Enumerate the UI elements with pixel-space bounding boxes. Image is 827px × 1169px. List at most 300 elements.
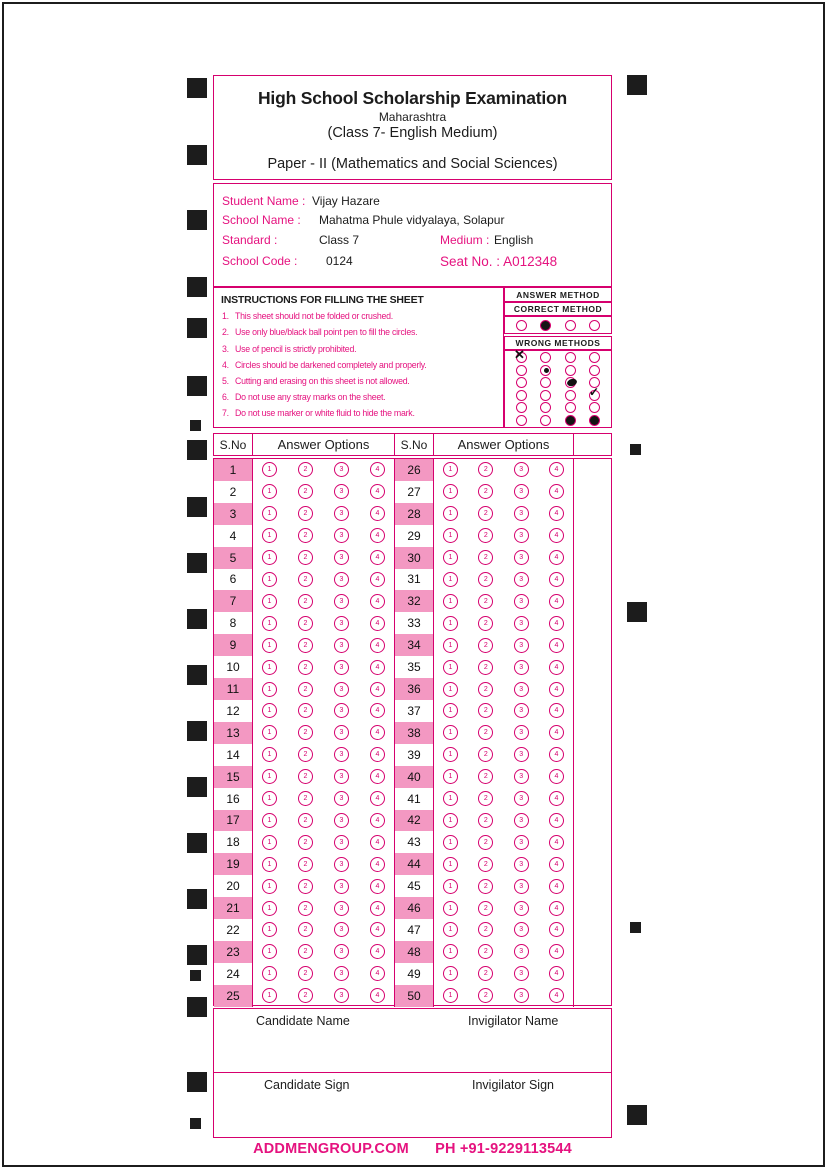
q42-option-2-bubble[interactable]: 2 xyxy=(478,813,493,828)
state-subtitle: Maharashtra xyxy=(378,110,447,124)
instruction-item: 4. Circles should be darkened completely and properly. xyxy=(222,359,427,370)
options-cell xyxy=(434,831,574,853)
q50-option-2-bubble[interactable]: 2 xyxy=(478,988,493,1003)
registration-marker xyxy=(187,997,207,1017)
q1-option-2-bubble[interactable]: 2 xyxy=(298,462,313,477)
options-cell xyxy=(434,525,574,547)
options-cell xyxy=(434,612,574,634)
example-bubble-empty xyxy=(540,415,551,426)
q50-option-4-bubble[interactable]: 4 xyxy=(549,988,564,1003)
q4-option-2-bubble[interactable]: 2 xyxy=(298,528,313,543)
q48-option-1-bubble[interactable]: 1 xyxy=(443,944,458,959)
q40-option-2-bubble[interactable]: 2 xyxy=(478,769,493,784)
q24-option-3-bubble[interactable]: 3 xyxy=(334,966,349,981)
q47-option-2-bubble[interactable]: 2 xyxy=(478,922,493,937)
example-bubble-empty xyxy=(589,365,600,376)
question-number: 14 xyxy=(214,744,253,766)
q48-option-4-bubble[interactable]: 4 xyxy=(549,944,564,959)
q28-option-4-bubble[interactable]: 4 xyxy=(549,506,564,521)
q14-option-2-bubble[interactable]: 2 xyxy=(298,747,313,762)
spare-cell xyxy=(574,985,613,1007)
q18-option-1-bubble[interactable]: 1 xyxy=(262,835,277,850)
q50-option-1-bubble[interactable]: 1 xyxy=(443,988,458,1003)
q30-option-4-bubble[interactable]: 4 xyxy=(549,550,564,565)
question-number: 28 xyxy=(395,503,434,525)
q41-option-1-bubble[interactable]: 1 xyxy=(443,791,458,806)
answer-method-title: ANSWER METHOD xyxy=(516,290,600,300)
q34-option-3-bubble[interactable]: 3 xyxy=(514,638,529,653)
q35-option-4-bubble[interactable]: 4 xyxy=(549,660,564,675)
q38-option-2-bubble[interactable]: 2 xyxy=(478,725,493,740)
q9-option-2-bubble[interactable]: 2 xyxy=(298,638,313,653)
instruction-item: 3. Use of pencil is strictly prohibited. xyxy=(222,343,357,354)
q7-option-4-bubble[interactable]: 4 xyxy=(370,594,385,609)
q4-option-4-bubble[interactable]: 4 xyxy=(370,528,385,543)
q33-option-4-bubble[interactable]: 4 xyxy=(549,616,564,631)
q11-option-3-bubble[interactable]: 3 xyxy=(334,682,349,697)
q12-option-4-bubble[interactable]: 4 xyxy=(370,703,385,718)
spare-cell xyxy=(574,569,613,591)
q26-option-4-bubble[interactable]: 4 xyxy=(549,462,564,477)
question-number: 49 xyxy=(395,963,434,985)
q20-option-3-bubble[interactable]: 3 xyxy=(334,879,349,894)
q10-option-3-bubble[interactable]: 3 xyxy=(334,660,349,675)
medium-label: Medium : xyxy=(440,233,490,247)
q6-option-2-bubble[interactable]: 2 xyxy=(298,572,313,587)
example-bubble-empty xyxy=(516,390,527,401)
q21-option-2-bubble[interactable]: 2 xyxy=(298,901,313,916)
q47-option-1-bubble[interactable]: 1 xyxy=(443,922,458,937)
wrong-method-row xyxy=(505,347,611,363)
q9-option-3-bubble[interactable]: 3 xyxy=(334,638,349,653)
q47-option-4-bubble[interactable]: 4 xyxy=(549,922,564,937)
standard-value: Class 7 xyxy=(319,233,360,247)
q22-option-2-bubble[interactable]: 2 xyxy=(298,922,313,937)
question-number: 25 xyxy=(214,985,253,1007)
q19-option-2-bubble[interactable]: 2 xyxy=(298,857,313,872)
q25-option-2-bubble[interactable]: 2 xyxy=(298,988,313,1003)
q31-option-3-bubble[interactable]: 3 xyxy=(514,572,529,587)
q44-option-3-bubble[interactable]: 3 xyxy=(514,857,529,872)
q13-option-1-bubble[interactable]: 1 xyxy=(262,725,277,740)
q40-option-1-bubble[interactable]: 1 xyxy=(443,769,458,784)
q25-option-4-bubble[interactable]: 4 xyxy=(370,988,385,1003)
answer-row xyxy=(214,985,611,1007)
example-bubble-empty xyxy=(565,390,576,401)
q43-option-2-bubble[interactable]: 2 xyxy=(478,835,493,850)
q43-option-3-bubble[interactable]: 3 xyxy=(514,835,529,850)
q42-option-1-bubble[interactable]: 1 xyxy=(443,813,458,828)
q32-option-4-bubble[interactable]: 4 xyxy=(549,594,564,609)
options-cell xyxy=(253,569,395,591)
q33-option-1-bubble[interactable]: 1 xyxy=(443,616,458,631)
q15-option-4-bubble[interactable]: 4 xyxy=(370,769,385,784)
q30-option-3-bubble[interactable]: 3 xyxy=(514,550,529,565)
q32-option-2-bubble[interactable]: 2 xyxy=(478,594,493,609)
registration-marker xyxy=(630,922,641,933)
q12-option-1-bubble[interactable]: 1 xyxy=(262,703,277,718)
registration-marker xyxy=(187,1072,207,1092)
q39-option-4-bubble[interactable]: 4 xyxy=(549,747,564,762)
q24-option-1-bubble[interactable]: 1 xyxy=(262,966,277,981)
options-cell xyxy=(434,503,574,525)
q23-option-3-bubble[interactable]: 3 xyxy=(334,944,349,959)
options-cell xyxy=(434,590,574,612)
q28-option-1-bubble[interactable]: 1 xyxy=(443,506,458,521)
instruction-item: 1. This sheet should not be folded or crushed. xyxy=(222,311,393,322)
q11-option-1-bubble[interactable]: 1 xyxy=(262,682,277,697)
q16-option-4-bubble[interactable]: 4 xyxy=(370,791,385,806)
q44-option-1-bubble[interactable]: 1 xyxy=(443,857,458,872)
q7-option-1-bubble[interactable]: 1 xyxy=(262,594,277,609)
q6-option-3-bubble[interactable]: 3 xyxy=(334,572,349,587)
example-bubble-filled xyxy=(540,320,551,331)
q38-option-4-bubble[interactable]: 4 xyxy=(549,725,564,740)
q32-option-1-bubble[interactable]: 1 xyxy=(443,594,458,609)
q2-option-1-bubble[interactable]: 1 xyxy=(262,484,277,499)
q23-option-1-bubble[interactable]: 1 xyxy=(262,944,277,959)
q9-option-1-bubble[interactable]: 1 xyxy=(262,638,277,653)
q20-option-4-bubble[interactable]: 4 xyxy=(370,879,385,894)
question-number: 9 xyxy=(214,634,253,656)
q8-option-2-bubble[interactable]: 2 xyxy=(298,616,313,631)
q29-option-4-bubble[interactable]: 4 xyxy=(549,528,564,543)
q6-option-1-bubble[interactable]: 1 xyxy=(262,572,277,587)
q9-option-4-bubble[interactable]: 4 xyxy=(370,638,385,653)
q38-option-1-bubble[interactable]: 1 xyxy=(443,725,458,740)
q21-option-3-bubble[interactable]: 3 xyxy=(334,901,349,916)
q20-option-1-bubble[interactable]: 1 xyxy=(262,879,277,894)
q43-option-1-bubble[interactable]: 1 xyxy=(443,835,458,850)
q12-option-2-bubble[interactable]: 2 xyxy=(298,703,313,718)
q18-option-3-bubble[interactable]: 3 xyxy=(334,835,349,850)
q37-option-3-bubble[interactable]: 3 xyxy=(514,703,529,718)
q31-option-2-bubble[interactable]: 2 xyxy=(478,572,493,587)
correct-method-header xyxy=(504,302,612,316)
wrong-methods-examples xyxy=(504,347,612,428)
registration-marker xyxy=(627,1105,647,1125)
q5-option-1-bubble[interactable]: 1 xyxy=(262,550,277,565)
options-cell xyxy=(253,503,395,525)
q45-option-4-bubble[interactable]: 4 xyxy=(549,879,564,894)
q10-option-1-bubble[interactable]: 1 xyxy=(262,660,277,675)
q11-option-4-bubble[interactable]: 4 xyxy=(370,682,385,697)
q19-option-1-bubble[interactable]: 1 xyxy=(262,857,277,872)
q34-option-4-bubble[interactable]: 4 xyxy=(549,638,564,653)
q1-option-3-bubble[interactable]: 3 xyxy=(334,462,349,477)
q33-option-3-bubble[interactable]: 3 xyxy=(514,616,529,631)
question-number: 18 xyxy=(214,831,253,853)
q30-option-1-bubble[interactable]: 1 xyxy=(443,550,458,565)
question-number: 41 xyxy=(395,788,434,810)
q40-option-4-bubble[interactable]: 4 xyxy=(549,769,564,784)
example-bubble-empty xyxy=(516,402,527,413)
q31-option-4-bubble[interactable]: 4 xyxy=(549,572,564,587)
q37-option-2-bubble[interactable]: 2 xyxy=(478,703,493,718)
answer-method-header xyxy=(504,287,612,302)
options-cell xyxy=(253,656,395,678)
q7-option-2-bubble[interactable]: 2 xyxy=(298,594,313,609)
spare-cell xyxy=(574,547,613,569)
q1-option-1-bubble[interactable]: 1 xyxy=(262,462,277,477)
q29-option-2-bubble[interactable]: 2 xyxy=(478,528,493,543)
q37-option-1-bubble[interactable]: 1 xyxy=(443,703,458,718)
q15-option-3-bubble[interactable]: 3 xyxy=(334,769,349,784)
spare-cell xyxy=(574,700,613,722)
spare-cell xyxy=(574,810,613,832)
q29-option-1-bubble[interactable]: 1 xyxy=(443,528,458,543)
q15-option-2-bubble[interactable]: 2 xyxy=(298,769,313,784)
spare-column-header xyxy=(574,434,613,455)
q50-option-3-bubble[interactable]: 3 xyxy=(514,988,529,1003)
q22-option-3-bubble[interactable]: 3 xyxy=(334,922,349,937)
options-cell xyxy=(434,897,574,919)
q3-option-4-bubble[interactable]: 4 xyxy=(370,506,385,521)
q35-option-1-bubble[interactable]: 1 xyxy=(443,660,458,675)
q47-option-3-bubble[interactable]: 3 xyxy=(514,922,529,937)
q23-option-2-bubble[interactable]: 2 xyxy=(298,944,313,959)
instruction-item: 2. Use only blue/black ball point pen to fill the circles. xyxy=(222,327,418,338)
q3-option-1-bubble[interactable]: 1 xyxy=(262,506,277,521)
signatures-box xyxy=(213,1072,612,1138)
answer-row xyxy=(214,919,611,941)
q3-option-2-bubble[interactable]: 2 xyxy=(298,506,313,521)
q25-option-1-bubble[interactable]: 1 xyxy=(262,988,277,1003)
q19-option-3-bubble[interactable]: 3 xyxy=(334,857,349,872)
question-number: 21 xyxy=(214,897,253,919)
q17-option-4-bubble[interactable]: 4 xyxy=(370,813,385,828)
q48-option-3-bubble[interactable]: 3 xyxy=(514,944,529,959)
q16-option-2-bubble[interactable]: 2 xyxy=(298,791,313,806)
q42-option-3-bubble[interactable]: 3 xyxy=(514,813,529,828)
q26-option-2-bubble[interactable]: 2 xyxy=(478,462,493,477)
q8-option-1-bubble[interactable]: 1 xyxy=(262,616,277,631)
q22-option-1-bubble[interactable]: 1 xyxy=(262,922,277,937)
q26-option-1-bubble[interactable]: 1 xyxy=(443,462,458,477)
q4-option-1-bubble[interactable]: 1 xyxy=(262,528,277,543)
q23-option-4-bubble[interactable]: 4 xyxy=(370,944,385,959)
answer-row xyxy=(214,766,611,788)
answer-row xyxy=(214,875,611,897)
example-bubble-scribble xyxy=(565,377,576,388)
invigilator-sign-label: Invigilator Sign xyxy=(472,1078,554,1092)
q49-option-2-bubble[interactable]: 2 xyxy=(478,966,493,981)
q36-option-4-bubble[interactable]: 4 xyxy=(549,682,564,697)
registration-marker xyxy=(187,609,207,629)
q14-option-3-bubble[interactable]: 3 xyxy=(334,747,349,762)
q43-option-4-bubble[interactable]: 4 xyxy=(549,835,564,850)
q24-option-4-bubble[interactable]: 4 xyxy=(370,966,385,981)
q49-option-1-bubble[interactable]: 1 xyxy=(443,966,458,981)
q41-option-4-bubble[interactable]: 4 xyxy=(549,791,564,806)
answer-row xyxy=(214,788,611,810)
q39-option-3-bubble[interactable]: 3 xyxy=(514,747,529,762)
options-cell xyxy=(434,875,574,897)
question-number: 39 xyxy=(395,744,434,766)
q45-option-1-bubble[interactable]: 1 xyxy=(443,879,458,894)
registration-marker xyxy=(190,1118,201,1129)
options-cell xyxy=(253,985,395,1007)
q19-option-4-bubble[interactable]: 4 xyxy=(370,857,385,872)
q37-option-4-bubble[interactable]: 4 xyxy=(549,703,564,718)
q3-option-3-bubble[interactable]: 3 xyxy=(334,506,349,521)
q5-option-4-bubble[interactable]: 4 xyxy=(370,550,385,565)
q28-option-2-bubble[interactable]: 2 xyxy=(478,506,493,521)
wrong-method-row xyxy=(505,415,611,426)
q46-option-3-bubble[interactable]: 3 xyxy=(514,901,529,916)
sno-header-right: S.No xyxy=(395,434,434,455)
q8-option-4-bubble[interactable]: 4 xyxy=(370,616,385,631)
q16-option-1-bubble[interactable]: 1 xyxy=(262,791,277,806)
q36-option-1-bubble[interactable]: 1 xyxy=(443,682,458,697)
question-number: 8 xyxy=(214,612,253,634)
q44-option-4-bubble[interactable]: 4 xyxy=(549,857,564,872)
q20-option-2-bubble[interactable]: 2 xyxy=(298,879,313,894)
q18-option-2-bubble[interactable]: 2 xyxy=(298,835,313,850)
example-bubble-empty xyxy=(589,320,600,331)
q28-option-3-bubble[interactable]: 3 xyxy=(514,506,529,521)
options-header-right: Answer Options xyxy=(434,434,574,455)
q49-option-4-bubble[interactable]: 4 xyxy=(549,966,564,981)
q2-option-3-bubble[interactable]: 3 xyxy=(334,484,349,499)
q40-option-3-bubble[interactable]: 3 xyxy=(514,769,529,784)
q27-option-1-bubble[interactable]: 1 xyxy=(443,484,458,499)
registration-marker xyxy=(187,277,207,297)
q30-option-2-bubble[interactable]: 2 xyxy=(478,550,493,565)
q15-option-1-bubble[interactable]: 1 xyxy=(262,769,277,784)
q34-option-1-bubble[interactable]: 1 xyxy=(443,638,458,653)
question-number: 3 xyxy=(214,503,253,525)
q39-option-1-bubble[interactable]: 1 xyxy=(443,747,458,762)
q6-option-4-bubble[interactable]: 4 xyxy=(370,572,385,587)
q29-option-3-bubble[interactable]: 3 xyxy=(514,528,529,543)
q17-option-1-bubble[interactable]: 1 xyxy=(262,813,277,828)
question-number: 48 xyxy=(395,941,434,963)
q2-option-2-bubble[interactable]: 2 xyxy=(298,484,313,499)
q35-option-2-bubble[interactable]: 2 xyxy=(478,660,493,675)
q13-option-2-bubble[interactable]: 2 xyxy=(298,725,313,740)
q27-option-2-bubble[interactable]: 2 xyxy=(478,484,493,499)
options-cell xyxy=(434,919,574,941)
q17-option-2-bubble[interactable]: 2 xyxy=(298,813,313,828)
q18-option-4-bubble[interactable]: 4 xyxy=(370,835,385,850)
q27-option-3-bubble[interactable]: 3 xyxy=(514,484,529,499)
registration-marker xyxy=(187,78,207,98)
q27-option-4-bubble[interactable]: 4 xyxy=(549,484,564,499)
q36-option-2-bubble[interactable]: 2 xyxy=(478,682,493,697)
q5-option-3-bubble[interactable]: 3 xyxy=(334,550,349,565)
question-number: 35 xyxy=(395,656,434,678)
wrong-method-row xyxy=(505,384,611,401)
options-cell xyxy=(253,744,395,766)
q5-option-2-bubble[interactable]: 2 xyxy=(298,550,313,565)
q12-option-3-bubble[interactable]: 3 xyxy=(334,703,349,718)
q44-option-2-bubble[interactable]: 2 xyxy=(478,857,493,872)
q41-option-2-bubble[interactable]: 2 xyxy=(478,791,493,806)
example-bubble-empty xyxy=(565,320,576,331)
registration-marker xyxy=(187,945,207,965)
q8-option-3-bubble[interactable]: 3 xyxy=(334,616,349,631)
question-number: 19 xyxy=(214,853,253,875)
q10-option-2-bubble[interactable]: 2 xyxy=(298,660,313,675)
q33-option-2-bubble[interactable]: 2 xyxy=(478,616,493,631)
options-cell xyxy=(253,634,395,656)
header xyxy=(213,75,612,180)
q4-option-3-bubble[interactable]: 3 xyxy=(334,528,349,543)
q46-option-1-bubble[interactable]: 1 xyxy=(443,901,458,916)
registration-marker xyxy=(187,145,207,165)
q34-option-2-bubble[interactable]: 2 xyxy=(478,638,493,653)
q45-option-3-bubble[interactable]: 3 xyxy=(514,879,529,894)
q35-option-3-bubble[interactable]: 3 xyxy=(514,660,529,675)
registration-marker xyxy=(187,210,207,230)
q14-option-1-bubble[interactable]: 1 xyxy=(262,747,277,762)
q39-option-2-bubble[interactable]: 2 xyxy=(478,747,493,762)
registration-marker xyxy=(627,602,647,622)
spare-cell xyxy=(574,678,613,700)
school-code-label: School Code : xyxy=(222,254,298,268)
options-cell xyxy=(253,678,395,700)
q46-option-4-bubble[interactable]: 4 xyxy=(549,901,564,916)
q22-option-4-bubble[interactable]: 4 xyxy=(370,922,385,937)
q7-option-3-bubble[interactable]: 3 xyxy=(334,594,349,609)
q41-option-3-bubble[interactable]: 3 xyxy=(514,791,529,806)
answer-row xyxy=(214,634,611,656)
q26-option-3-bubble[interactable]: 3 xyxy=(514,462,529,477)
q36-option-3-bubble[interactable]: 3 xyxy=(514,682,529,697)
registration-marker xyxy=(187,889,207,909)
question-number: 45 xyxy=(395,875,434,897)
q14-option-4-bubble[interactable]: 4 xyxy=(370,747,385,762)
q21-option-4-bubble[interactable]: 4 xyxy=(370,901,385,916)
q42-option-4-bubble[interactable]: 4 xyxy=(549,813,564,828)
q1-option-4-bubble[interactable]: 4 xyxy=(370,462,385,477)
q45-option-2-bubble[interactable]: 2 xyxy=(478,879,493,894)
q25-option-3-bubble[interactable]: 3 xyxy=(334,988,349,1003)
options-cell xyxy=(434,853,574,875)
q24-option-2-bubble[interactable]: 2 xyxy=(298,966,313,981)
paper-title: Paper - II (Mathematics and Social Sciences) xyxy=(267,156,558,172)
q17-option-3-bubble[interactable]: 3 xyxy=(334,813,349,828)
q16-option-3-bubble[interactable]: 3 xyxy=(334,791,349,806)
q2-option-4-bubble[interactable]: 4 xyxy=(370,484,385,499)
options-cell xyxy=(434,656,574,678)
spare-cell xyxy=(574,897,613,919)
footer-phone: PH +91-9229113544 xyxy=(435,1141,572,1157)
student-info xyxy=(213,183,612,287)
q31-option-1-bubble[interactable]: 1 xyxy=(443,572,458,587)
invigilator-name-label: Invigilator Name xyxy=(468,1014,559,1028)
q49-option-3-bubble[interactable]: 3 xyxy=(514,966,529,981)
q46-option-2-bubble[interactable]: 2 xyxy=(478,901,493,916)
q48-option-2-bubble[interactable]: 2 xyxy=(478,944,493,959)
q38-option-3-bubble[interactable]: 3 xyxy=(514,725,529,740)
options-cell xyxy=(434,634,574,656)
q10-option-4-bubble[interactable]: 4 xyxy=(370,660,385,675)
q13-option-4-bubble[interactable]: 4 xyxy=(370,725,385,740)
answer-row xyxy=(214,897,611,919)
example-bubble-empty xyxy=(565,402,576,413)
q32-option-3-bubble[interactable]: 3 xyxy=(514,594,529,609)
answer-row xyxy=(214,656,611,678)
example-bubble-empty xyxy=(516,415,527,426)
q11-option-2-bubble[interactable]: 2 xyxy=(298,682,313,697)
question-number: 24 xyxy=(214,963,253,985)
q13-option-3-bubble[interactable]: 3 xyxy=(334,725,349,740)
options-cell xyxy=(434,678,574,700)
school-code-row xyxy=(222,254,558,269)
q21-option-1-bubble[interactable]: 1 xyxy=(262,901,277,916)
